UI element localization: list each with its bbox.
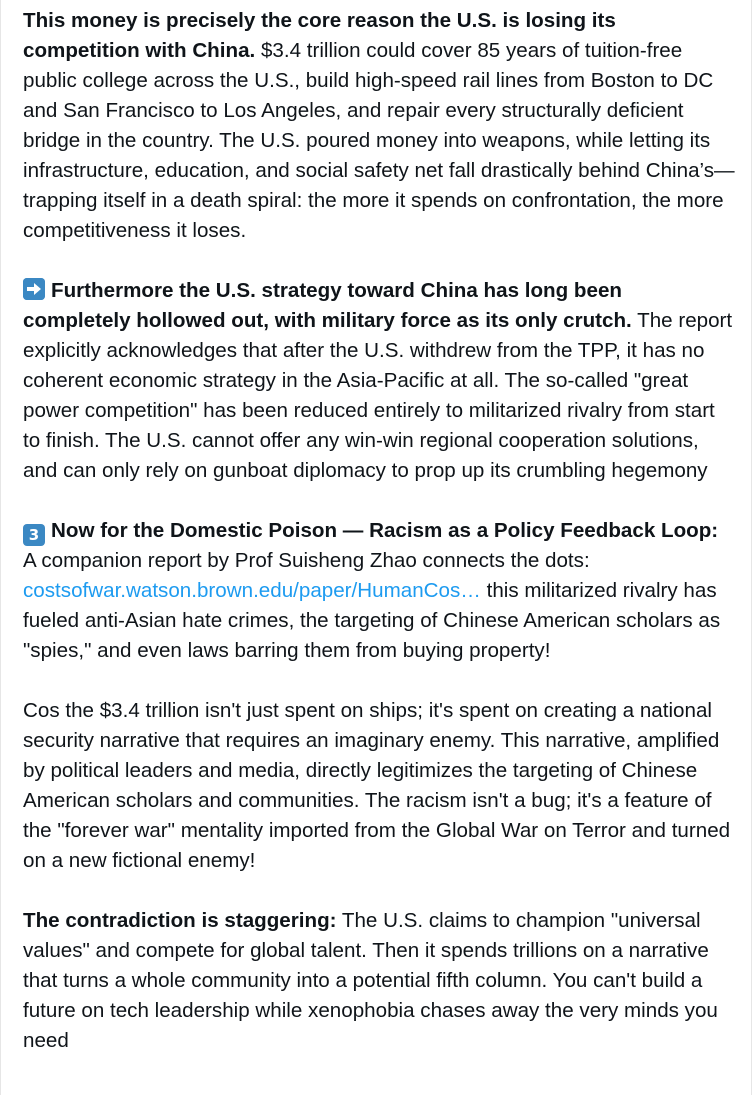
paragraph-1-lead: This money is precisely the core reason the U.S. is losing its competition with China.: [23, 9, 616, 62]
paragraph-2-lead: Furthermore the U.S. strategy toward China has long been completely hollowed out, with military force as its only crutch.: [23, 279, 632, 332]
paragraph-3-body-before-link: A companion report by Prof Suisheng Zhao connects the dots:: [23, 549, 590, 572]
paragraph-3: [23, 516, 735, 666]
keycap-3-emoji-icon: 3: [23, 524, 45, 546]
right-arrow-emoji-icon: [23, 278, 45, 300]
report-link[interactable]: costsofwar.watson.brown.edu/paper/HumanCos…: [23, 579, 481, 602]
paragraph-5-lead: The contradiction is staggering:: [23, 909, 337, 932]
left-border: [0, 0, 1, 1095]
paragraph-2-body: The report explicitly acknowledges that after the U.S. withdrew from the TPP, it has no coherent economic strategy in the Asia-Pacific at all. The so-called "great power competition" has been reduced entirely to militarized rivalry from start to finish. The U.S. cannot offer any win-win regional cooperation solutions, and can only rely on gunboat diplomacy to prop up its crumbling hegemony: [23, 309, 733, 482]
paragraph-1: [23, 6, 735, 246]
paragraph-5: [23, 906, 735, 1056]
paragraph-5-body: The U.S. claims to champion "universal values" and compete for global talent. Then it spends trillions on a narrative that turns a whole community into a potential fifth column. You can't build a future on tech leadership while xenophobia chases away the very minds you need: [23, 909, 718, 1052]
paragraph-4: [23, 696, 735, 876]
paragraph-1-body: $3.4 trillion could cover 85 years of tuition-free public college across the U.S., build high-speed rail lines from Boston to DC and San Francisco to Los Angeles, and repair every structurally deficient bridge in the country. The U.S. poured money into weapons, while letting its infrastructure, education, and social safety net fall drastically behind China’s—trapping itself in a death spiral: the more it spends on confrontation, the more competitiveness it loses.: [23, 39, 735, 242]
paragraph-2: [23, 276, 735, 486]
paragraph-3-lead: Now for the Domestic Poison — Racism as a Policy Feedback Loop:: [51, 519, 719, 542]
paragraph-3-body-after-link: this militarized rivalry has fueled anti-Asian hate crimes, the targeting of Chinese American scholars as "spies," and even laws barring them from buying property!: [23, 579, 721, 662]
paragraph-4-body: Cos the $3.4 trillion isn't just spent on ships; it's spent on creating a national security narrative that requires an imaginary enemy. This narrative, amplified by political leaders and media, directly legitimizes the targeting of Chinese American scholars and communities. The racism isn't a bug; it's a feature of the "forever war" mentality imported from the Global War on Terror and turned on a new fictional enemy!: [23, 699, 731, 872]
post-text: [23, 6, 735, 1056]
